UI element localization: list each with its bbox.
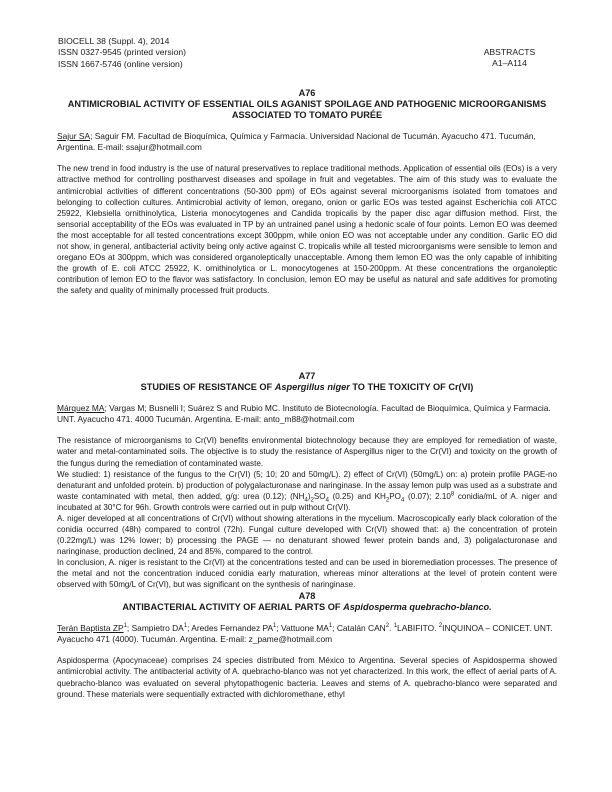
- issn-online: ISSN 1667-5746 (online version): [58, 58, 183, 69]
- title-text: STUDIES OF RESISTANCE OF: [140, 382, 275, 392]
- section-header: [462, 47, 557, 70]
- title-species: Aspergillus niger: [274, 382, 350, 392]
- abstract-body: [57, 655, 557, 699]
- paragraph: Aspidosperma (Apocynaceae) comprises 24 species distributed from México to Argentina. Several species of Aspidosperma showed antimicrobial activity. The antibacterial activity of A. quebracho-blanco was not yet characterized. In this work, the effect of aerial parts of A. quebracho-blanco was evaluated on several phytopathogenic bacteria. Leaves and stems of A. quebracho-blanco were separated and ground. These materials were sequentially extracted with dichloromethane, ethyl: [57, 656, 557, 699]
- presenter-name: Márquez MA: [57, 403, 105, 413]
- presenter-name: Terán Baptista ZP: [57, 623, 124, 633]
- abstract-authors: [57, 403, 557, 425]
- section-label: ABSTRACTS: [483, 47, 536, 57]
- abstract-code: A78: [298, 591, 316, 601]
- journal-header: [58, 36, 186, 70]
- abstract-body: [57, 163, 557, 296]
- paragraph: We studied: 1) resistance of the fungus to the Cr(VI) (5; 10; 20 and 50mg/L). 2) effect of Cr(VI) (50mg/L) on: a) protein profile PAGE-no denaturant and unfolded protein. b) production of polygalacturonase and naringinase. In the assay lemon pulp was used as a substrate and waste contaminated with metal, then added, g/g: urea (0.12); $(NH_4)_2SO_4$ (0.25) and $KH_2PO_4$ (0.07); 2.10$^8$ conidia/mL of A. niger and incubated at 30°C for 96h. Growth controls were carried out in pulp without Cr(VI).: [57, 469, 557, 512]
- title-text: ANTIBACTERIAL ACTIVITY OF AERIAL PARTS OF: [122, 602, 344, 612]
- abstract-body: [57, 435, 557, 590]
- paragraph: A. niger developed at all concentrations of Cr(VI) without showing alterations in the mycelium. Macroscopically early black coloration of the conidia occurred (48h) compared to control (72h). Fungal culture developed with Cr(VI) showed that: a) the concentration of protein (0.22mg/L) was 12% lower; b) processing the PAGE — no denaturant showed fewer protein bands and, 3) poligalacturonase and naringinase, production declined, 24 and 85%, compared to the control.: [57, 513, 557, 556]
- issn-print: ISSN 0327-9545 (printed version): [58, 47, 187, 58]
- abstract-title: [57, 602, 557, 613]
- paragraph: The resistance of microorganisms to Cr(VI) benefits environmental biotechnology because they are employed for remediation of waste, water and metal-contaminated soils. The objective is to study the resistance of Aspergillus niger to the Cr(VI) and toxicity on the growth of the fungus during the remediation of contaminated waste.: [57, 436, 557, 468]
- abstract-a76: [57, 88, 557, 296]
- paragraph: The new trend in food industry is the use of natural preservatives to replace traditional methods. Application of essential oils (EOs) is a very attractive method for controlling postharvest diseases and spoilage in fruit and vegetables. The aim of this study was to evaluate the antimicrobial activities of different concentrations (50-300 ppm) of EOs against several microorganisms isolated from tomatoes and belonging to collection cultures. Antimicrobial activity of lemon, oregano, onion or garlic EOs was tested against Escherichia coli ATCC 25922, Klebsiella ornithinolytica, Listeria monocytogenes and Candida tropicalis by the paper disc agar diffusion method. First, the sensorial acceptability of the EOs was evaluated in TP by an untrained panel using a hedonic scale of four points. Lemon EO was deemed the most acceptable for all tested concentrations except 300ppm, while onion EO was not acceptable under any condition. Garlic EO did not show, in general, antibacterial activity being only active against C. tropicalis while all tested microorganisms were sensible to lemon and oregano EOs at 300ppm, which was considered organoleptically unacceptable. Among them lemon EO was the only capable of inhibiting the growth of E. coli ATCC 25922, K. ornithinolytica or L. monocytogenes at 150-200ppm. At these concentrations the organoleptic contribution of lemon EO to the flavor was satisfactory. In conclusion, lemon EO may be useful as natural and safe additives for promoting the safety and quality of minimally processed fruit products.: [57, 164, 557, 295]
- abstract-a77: [57, 371, 557, 590]
- abstract-authors: [57, 131, 557, 153]
- abstract-range: A1–A114: [492, 58, 527, 69]
- presenter-name: Sajur SA: [57, 131, 91, 141]
- abstract-title: [57, 382, 557, 393]
- title-text: TO THE TOXICITY OF Cr(VI): [349, 382, 474, 392]
- abstract-code: A77: [298, 371, 316, 381]
- paragraph: In conclusion, A. niger is resistant to the Cr(VI) at the concentrations tested and can be used in bioremediation processes. The presence of the metal and not the concentration induced conidia early maturation, whereas minor alterations at the level of protein content were observed with 50mg/L of Cr(VI), but was significant on the synthesis of naringinase.: [57, 557, 557, 590]
- abstract-authors: Terán Baptista $ZP^1$; Sampietro $DA^1$; Aredes Fernandez $PA^1$; Vattuone $MA^1$; Catalán CAN$^2$. $^1$LABIFITO. $^2$INQUINOA – CONICET. UNT. Ayacucho 471 (4000). Tucumán. Argentina. E-mail: z_pame@hotmail.com: [57, 623, 553, 645]
- abstract-a78: [57, 591, 557, 700]
- abstract-code: A76: [298, 88, 316, 98]
- abstract-title: ANTIMICROBIAL ACTIVITY OF ESSENTIAL OILS AGANIST SPOILAGE AND PATHOGENIC MICROORGANISMS ASSOCIATED TO TOMATO PURÉE: [67, 99, 547, 120]
- journal-name: BIOCELL 38 (Suppl. 4), 2014: [58, 36, 170, 46]
- authors-affiliation: ; Saguir FM. Facultad de Bioquímica, Química y Farmacia. Universidad Nacional de Tucumán. Ayacucho 471. Tucumán, Argentina. E-mail: ssajur@hotmail.com: [57, 131, 536, 153]
- title-species: Aspidosperma quebracho-blanco.: [343, 602, 492, 612]
- authors-affiliation: ; Vargas M; Busnelli I; Suárez S and Rubio MC. Instituto de Biotecnología. Facultad de Bioquímica, Química y Farmacia. UNT. Ayacucho 471. 4000 Tucumán. Argentina. E-mail: anto_m88@hotmail.com: [57, 403, 551, 425]
